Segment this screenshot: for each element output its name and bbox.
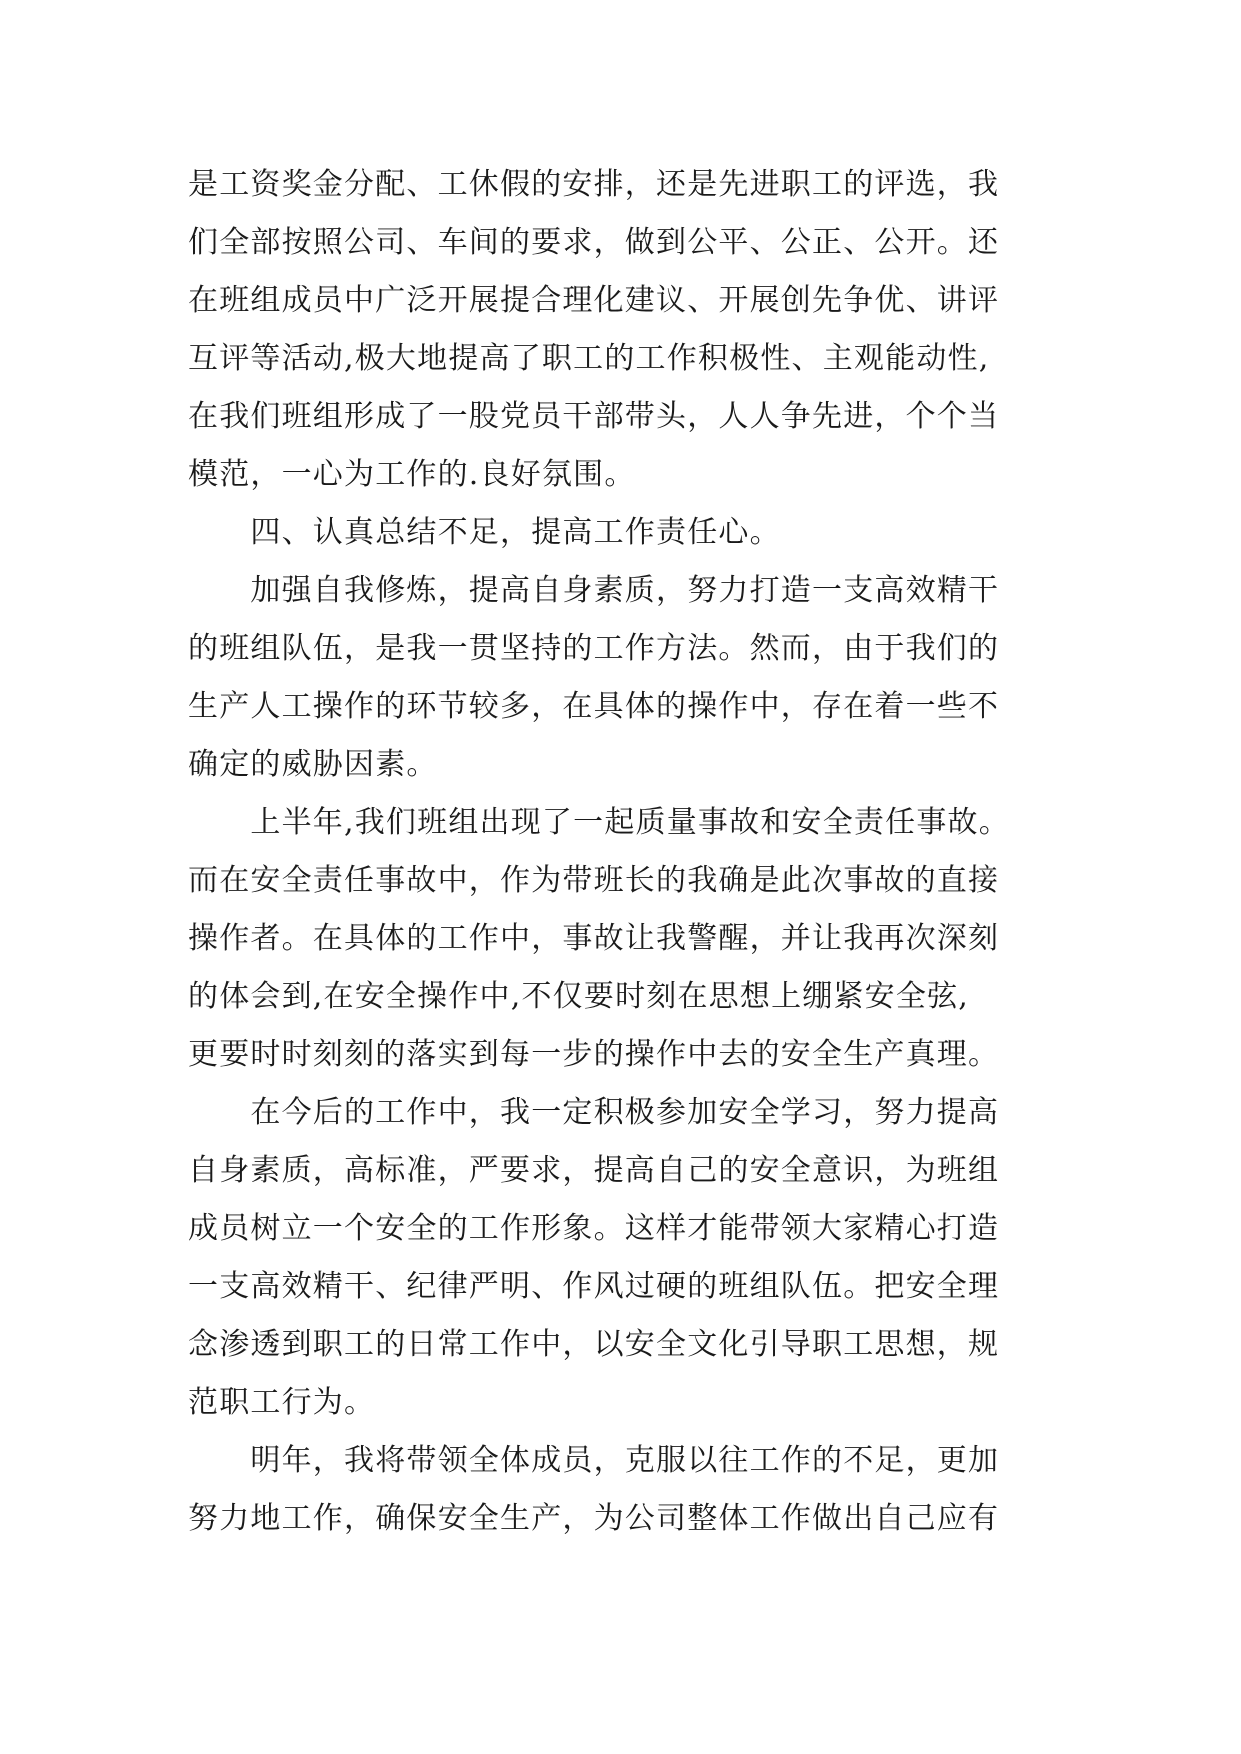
text-line: 四、认真总结不足，提高工作责任心。 <box>188 515 781 550</box>
text-line: 操作者。在具体的工作中，事故让我警醒，并让我再次深刻 <box>188 921 1000 956</box>
text-line: 更要时时刻刻的落实到每一步的操作中去的安全生产真理。 <box>188 1037 1000 1072</box>
text-line: 范职工行为。 <box>188 1385 376 1420</box>
text-line: 而在安全责任事故中，作为带班长的我确是此次事故的直接 <box>188 863 1000 898</box>
text-line: 在今后的工作中，我一定积极参加安全学习，努力提高 <box>188 1095 1000 1130</box>
text-line: 的班组队伍，是我一贯坚持的工作方法。然而，由于我们的 <box>188 631 1000 666</box>
text-line: 在班组成员中广泛开展提合理化建议、开展创先争优、讲评 <box>188 283 1000 318</box>
paragraph <box>188 794 1068 1084</box>
text-line: 加强自我修炼，提高自身素质，努力打造一支高效精干 <box>188 573 1000 608</box>
paragraph <box>188 1084 1068 1432</box>
paragraph <box>188 156 1068 504</box>
text-line: 念渗透到职工的日常工作中，以安全文化引导职工思想，规 <box>188 1327 1000 1362</box>
paragraph <box>188 562 1068 794</box>
text-line: 的体会到,在安全操作中,不仅要时刻在思想上绷紧安全弦, <box>188 979 970 1014</box>
text-line: 们全部按照公司、车间的要求，做到公平、公正、公开。还 <box>188 225 1000 260</box>
text-line: 明年，我将带领全体成员，克服以往工作的不足，更加 <box>188 1443 1000 1478</box>
text-line: 互评等活动,极大地提高了职工的工作积极性、主观能动性, <box>188 341 990 376</box>
text-line: 上半年,我们班组出现了一起质量事故和安全责任事故。 <box>188 805 1010 840</box>
body-text <box>188 156 1068 1548</box>
text-line: 在我们班组形成了一股党员干部带头，人人争先进，个个当 <box>188 399 1000 434</box>
text-line: 确定的威胁因素。 <box>188 747 438 782</box>
section-heading <box>188 504 1068 562</box>
paragraph <box>188 1432 1068 1548</box>
text-line: 成员树立一个安全的工作形象。这样才能带领大家精心打造 <box>188 1211 1000 1246</box>
text-line: 自身素质，高标准，严要求，提高自己的安全意识，为班组 <box>188 1153 1000 1188</box>
text-line: 模范，一心为工作的.良好氛围。 <box>188 457 636 492</box>
text-line: 是工资奖金分配、工休假的安排，还是先进职工的评选，我 <box>188 167 1000 202</box>
text-line: 生产人工操作的环节较多，在具体的操作中，存在着一些不 <box>188 689 1000 724</box>
text-line: 一支高效精干、纪律严明、作风过硬的班组队伍。把安全理 <box>188 1269 1000 1304</box>
text-line: 努力地工作，确保安全生产，为公司整体工作做出自己应有 <box>188 1501 1000 1536</box>
